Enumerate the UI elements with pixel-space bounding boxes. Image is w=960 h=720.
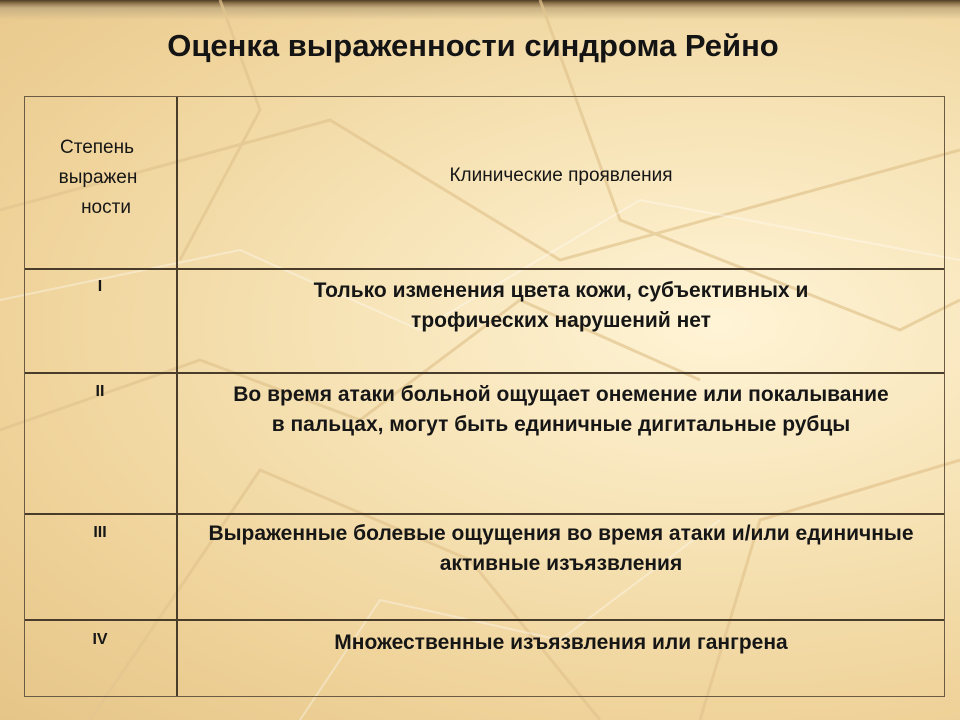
grade-cell: II: [95, 383, 105, 400]
row-divider: [25, 619, 944, 621]
header-grade-line3: ности: [81, 197, 131, 218]
row-divider: [25, 372, 944, 374]
grade-cell: IV: [92, 631, 108, 648]
manifestation-cell: Во время атаки больной ощущает онемение или покалывание в пальцах, могут быть единичные дигитальные рубцы: [233, 383, 889, 436]
manifestation-cell: Выраженные болевые ощущения во время атаки и/или единичные активные изъязвления: [208, 522, 914, 575]
slide-title: Оценка выраженности синдрома Рейно: [167, 28, 779, 63]
header-grade-line2: выражен: [58, 167, 138, 188]
grade-cell: III: [93, 524, 107, 541]
row-divider: [25, 268, 944, 270]
manifestation-cell: Только изменения цвета кожи, субъективных и трофических нарушений нет: [313, 279, 809, 332]
header-grade: [25, 133, 175, 223]
grading-table: [24, 96, 945, 697]
header-manifestations: Клинические проявления: [449, 165, 673, 186]
grade-cell: I: [97, 278, 103, 295]
row-divider: [25, 513, 944, 515]
header-grade-line1: Степень: [59, 137, 135, 158]
manifestation-cell: Множественные изъязвления или гангрена: [334, 631, 788, 654]
